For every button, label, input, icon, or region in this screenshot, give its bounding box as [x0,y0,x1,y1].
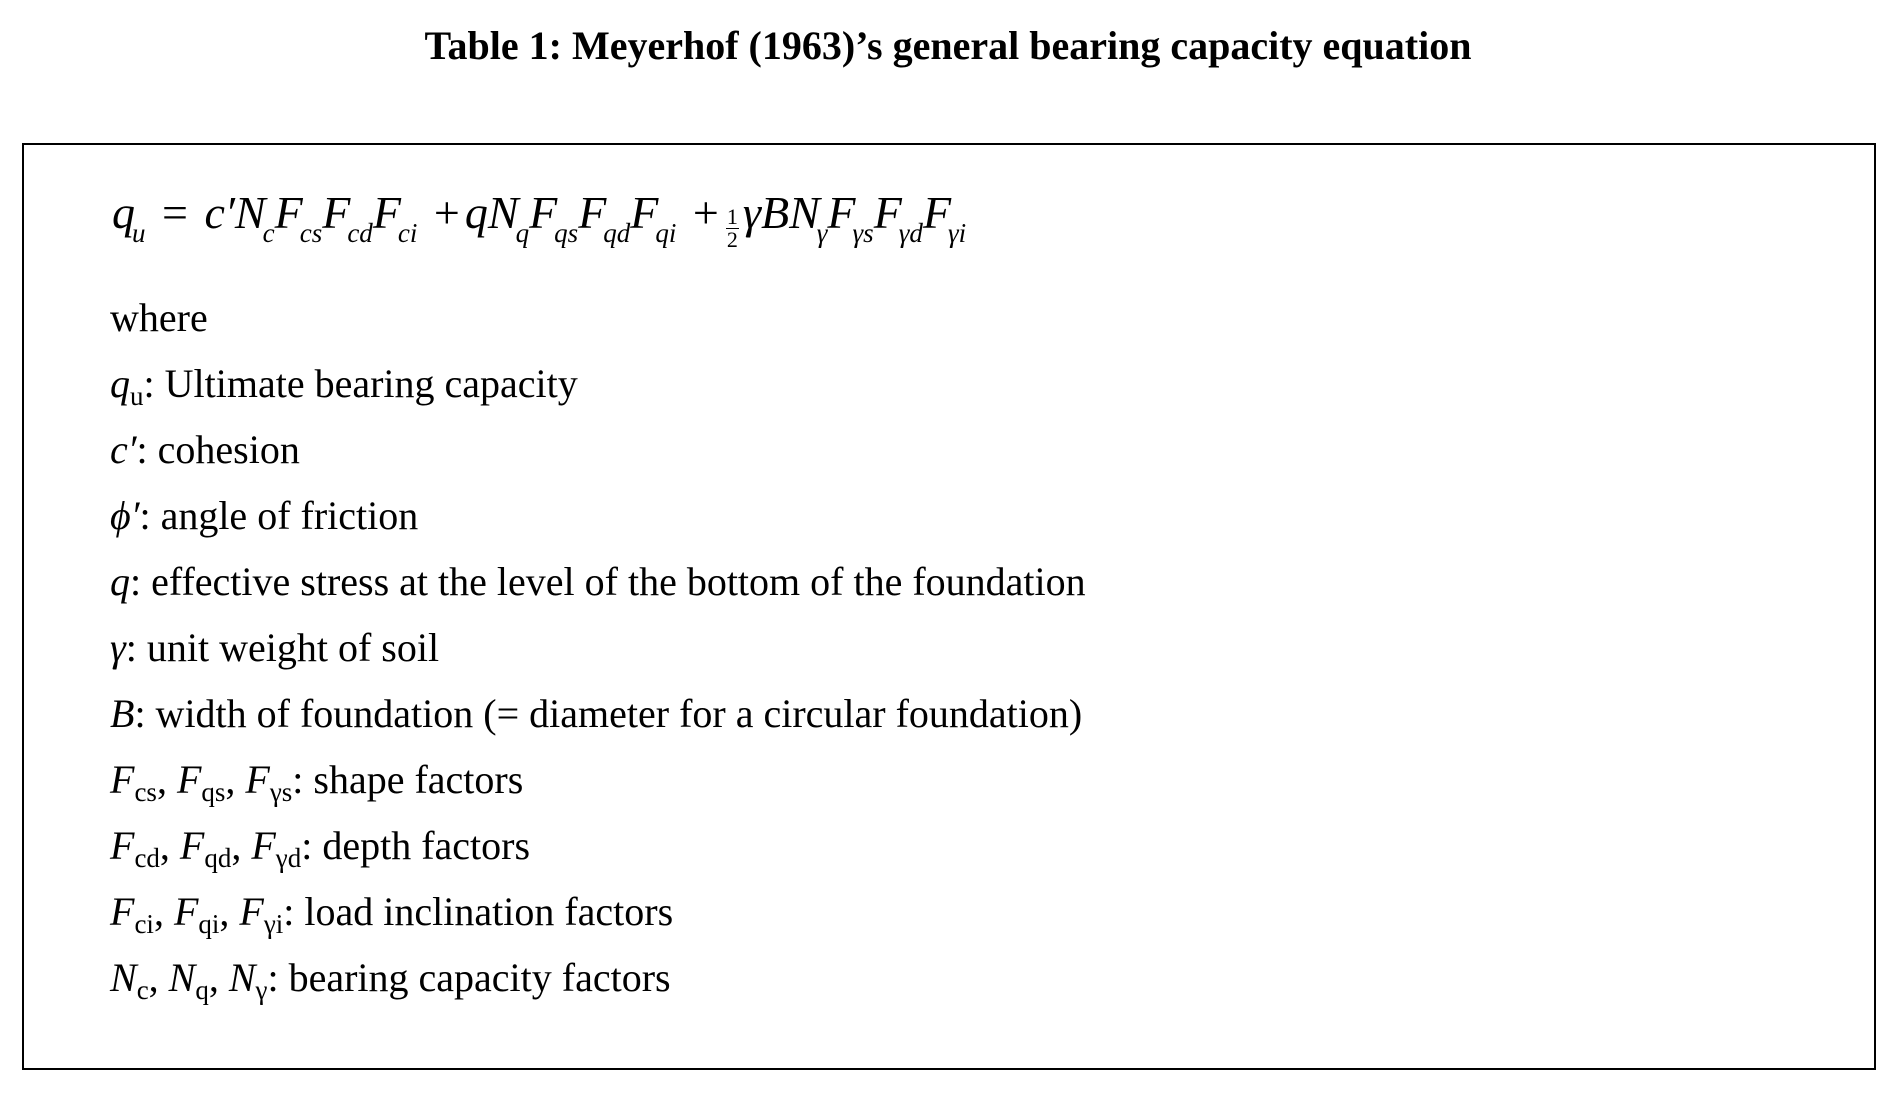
eq-fcs-sub: cs [299,218,323,248]
definition-bearing-factors [110,945,1086,1011]
def-shape-s2: F [176,757,202,802]
definition-qu [110,351,1086,417]
eq-fgd: F [873,187,902,238]
definition-inclination-factors [110,879,1086,945]
def-c-text: : cohesion [136,427,300,472]
eq-qu-sub: u [132,218,146,248]
eq-fci: F [372,187,401,238]
eq-q-nq-sub: q [515,218,530,248]
eq-fcd: F [322,187,351,238]
definition-shape-factors [110,747,1086,813]
definition-gamma [110,615,1086,681]
definition-b [110,681,1086,747]
def-shape-sep2: , [225,757,246,802]
eq-half-numerator: 1 [726,204,738,229]
eq-fcs: F [274,187,303,238]
def-depth-s2-sub: qd [204,843,232,873]
def-c-symbol: c′ [110,427,137,472]
def-qu-symbol: q [110,361,130,406]
eq-gamma-b-ngamma-sub: γ [816,218,828,248]
def-b-text: : width of foundation (= diameter for a circular foundation) [134,691,1083,736]
eq-c-nc-sub: c [262,218,275,248]
eq-gamma-b-ngamma: γBN [742,187,820,238]
eq-fqs-sub: qs [554,218,579,248]
eq-fgi-sub: γi [948,218,967,248]
where-label: where [110,295,208,340]
def-depth-s3-sub: γd [275,843,302,873]
eq-q-nq: qN [464,187,519,238]
eq-fqi-sub: qi [655,218,677,248]
definitions-list [110,285,1086,1011]
def-incl-s2-sub: qi [198,909,220,939]
def-shape-s3: F [245,757,270,802]
def-bearing-sep2: , [208,955,229,1000]
def-bearing-text: : bearing capacity factors [267,955,671,1000]
definition-q [110,549,1086,615]
def-gamma-text: : unit weight of soil [125,625,440,670]
def-shape-s2-sub: qs [201,777,226,807]
bearing-capacity-equation [112,183,966,251]
definition-phi [110,483,1086,549]
def-bearing-s3: N [228,955,256,1000]
eq-fqd: F [578,187,607,238]
def-incl-s1: F [110,889,135,934]
def-depth-s1: F [110,823,135,868]
eq-fqs: F [529,187,558,238]
eq-qu: q [112,187,135,238]
definition-c [110,417,1086,483]
def-incl-sep2: , [219,889,240,934]
def-phi-symbol: ϕ′ [110,493,140,538]
def-gamma-symbol: γ [110,625,126,670]
def-b-symbol: B [110,691,135,736]
def-q-text: : effective stress at the level of the bottom of the foundation [130,559,1086,604]
def-depth-sep1: , [159,823,180,868]
def-incl-text: : load inclination factors [283,889,674,934]
eq-half-fraction [726,206,739,251]
eq-fgd-sub: γd [898,218,923,248]
eq-c-nc: c′N [204,187,266,238]
eq-half-denominator: 2 [726,227,738,252]
def-depth-text: : depth factors [301,823,531,868]
def-incl-sep1: , [153,889,174,934]
eq-fgs: F [827,187,856,238]
def-shape-s1-sub: cs [134,777,157,807]
eq-fqi: F [630,187,659,238]
def-shape-sep1: , [156,757,177,802]
eq-fci-sub: ci [397,218,418,248]
def-depth-s2: F [179,823,205,868]
eq-equals: = [162,187,188,238]
eq-plus-1: + [433,187,460,238]
def-qu-sub: u [130,381,144,411]
def-shape-s3-sub: γs [269,777,293,807]
def-incl-s3: F [239,889,264,934]
eq-fcd-sub: cd [347,218,373,248]
def-q-symbol: q [110,559,130,604]
def-bearing-s3-sub: γ [255,975,268,1005]
def-shape-s1: F [110,757,135,802]
def-phi-text: : angle of friction [139,493,419,538]
def-depth-sep2: , [231,823,252,868]
equation-box [22,143,1876,1070]
eq-fgs-sub: γs [852,218,874,248]
def-shape-text: : shape factors [292,757,524,802]
def-depth-s3: F [251,823,276,868]
eq-plus-2: + [692,187,719,238]
def-incl-s3-sub: γi [263,909,284,939]
def-bearing-s1: N [110,955,137,1000]
def-incl-s1-sub: ci [134,909,154,939]
def-qu-text: : Ultimate bearing capacity [143,361,578,406]
table-title: Table 1: Meyerhof (1963)’s general bearing capacity equation [424,23,1472,68]
eq-fqd-sub: qd [603,218,631,248]
def-incl-s2: F [173,889,199,934]
def-bearing-s2-sub: q [195,975,209,1005]
def-bearing-sep1: , [148,955,169,1000]
def-bearing-s1-sub: c [136,975,149,1005]
def-bearing-s2: N [168,955,196,1000]
def-depth-s1-sub: cd [134,843,160,873]
definition-depth-factors [110,813,1086,879]
eq-fgi: F [922,187,952,238]
